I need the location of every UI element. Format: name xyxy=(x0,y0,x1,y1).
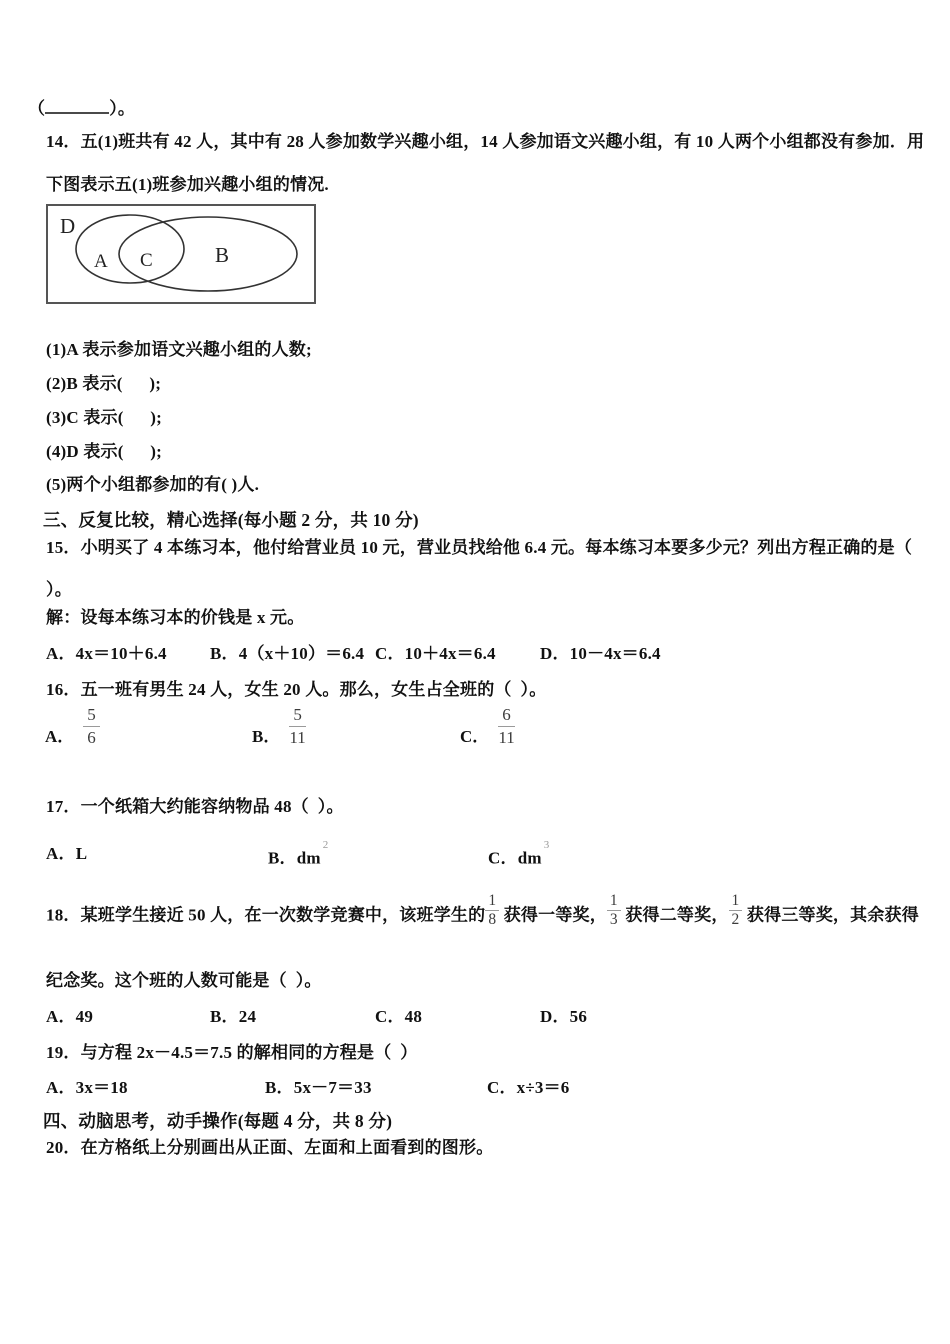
question-16-line1: 16．五一班有男生 24 人，女生 20 人。那么，女生占全班的（ ）。 xyxy=(46,680,547,699)
question-14-part-4: (4)D 表示( ); xyxy=(46,442,163,461)
answer-blank-underline xyxy=(45,97,109,114)
question-18-option-b: B．24 xyxy=(210,1007,257,1026)
question-16-option-c xyxy=(460,706,515,747)
question-17-option-b xyxy=(268,839,329,870)
fraction-numerator: 5 xyxy=(83,706,100,727)
unit-exponent: 2 xyxy=(322,839,329,851)
question-18-option-d: D．56 xyxy=(540,1007,588,1026)
fraction-numerator: 5 xyxy=(289,706,306,727)
fraction-numerator: 1 xyxy=(485,893,499,911)
fraction-denominator: 2 xyxy=(731,911,740,929)
question-14-part-5: (5)两个小组都参加的有( )人. xyxy=(46,475,260,494)
unit-exponent: 3 xyxy=(543,839,550,851)
fraction-numerator: 1 xyxy=(607,893,621,911)
venn-label-outer: D xyxy=(60,214,76,238)
option-label: A． xyxy=(46,844,76,863)
option-label: C． xyxy=(488,848,518,868)
fraction-numerator: 6 xyxy=(498,706,515,727)
fraction-denominator: 6 xyxy=(87,727,96,747)
question-15-option-a: A．4x＝10＋6.4 xyxy=(46,644,167,663)
question-18-option-c: C．48 xyxy=(375,1007,423,1026)
fraction-denominator: 8 xyxy=(488,911,497,929)
question-17-option-c xyxy=(488,839,550,870)
question-14-line1: 14．五(1)班共有 42 人，其中有 28 人参加数学兴趣小组，14 人参加语文兴趣小组，有 10 人两个小组都没有参加．用 xyxy=(46,132,925,151)
blank-open-paren: （ xyxy=(28,99,46,118)
section-4-heading: 四、动脑思考，动手操作(每题 4 分，共 8 分) xyxy=(43,1111,393,1131)
question-14-part-3: (3)C 表示( ); xyxy=(46,408,163,427)
question-19-option-b: B．5x－7＝33 xyxy=(265,1078,372,1097)
venn-outer-rect xyxy=(47,205,315,303)
question-14-part-2: (2)B 表示( ); xyxy=(46,374,162,393)
venn-label-left: A xyxy=(94,251,108,272)
answer-blank-line xyxy=(28,97,135,120)
fraction xyxy=(607,893,621,929)
fraction xyxy=(289,706,306,747)
question-19-option-a: A．3x＝18 xyxy=(46,1078,128,1097)
option-label: A． xyxy=(45,726,75,746)
text-segment: 获得一等奖， xyxy=(499,905,607,925)
question-15-option-b: B．4（x＋10）＝6.4 xyxy=(210,644,365,663)
question-14-line2: 下图表示五(1)班参加兴趣小组的情况. xyxy=(46,175,329,194)
question-15-solution: 解：设每本练习本的价钱是 x 元。 xyxy=(46,608,305,627)
question-19-option-c: C．x÷3＝6 xyxy=(487,1078,570,1097)
section-3-heading: 三、反复比较，精心选择(每小题 2 分，共 10 分) xyxy=(43,510,419,530)
option-label: C． xyxy=(460,726,490,746)
text-segment: 获得三等奖，其余获得 xyxy=(742,905,919,925)
question-16-option-b xyxy=(252,706,306,747)
venn-diagram xyxy=(46,204,316,304)
question-17-option-a xyxy=(46,843,87,865)
text-segment: 18．某班学生接近 50 人，在一次数学竞赛中，该班学生的 xyxy=(46,905,486,925)
blank-close-paren: ）。 xyxy=(109,99,136,118)
option-label: B． xyxy=(252,726,281,746)
question-15-line2: ）。 xyxy=(46,580,72,599)
option-unit: dm xyxy=(296,848,321,868)
question-18-line1 xyxy=(46,893,919,929)
question-15-option-d: D．10－4x＝6.4 xyxy=(540,644,661,663)
fraction xyxy=(485,893,499,929)
option-unit: dm xyxy=(517,848,542,868)
fraction-denominator: 3 xyxy=(609,911,618,929)
venn-label-overlap: C xyxy=(140,250,153,271)
option-label: B． xyxy=(268,848,297,868)
question-18-option-a: A．49 xyxy=(46,1007,94,1026)
question-14-part-1: (1)A 表示参加语文兴趣小组的人数; xyxy=(46,340,312,359)
fraction-numerator: 1 xyxy=(729,893,743,911)
fraction xyxy=(83,706,100,747)
fraction-denominator: 11 xyxy=(498,727,515,747)
question-15-line1: 15．小明买了 4 本练习本，他付给营业员 10 元，营业员找给他 6.4 元。每本练习本要多少元？列出方程正确的是（ xyxy=(46,538,913,557)
fraction xyxy=(498,706,515,747)
text-segment: 获得二等奖， xyxy=(620,905,729,925)
question-16-option-a xyxy=(45,706,100,747)
question-15-option-c: C．10＋4x＝6.4 xyxy=(375,644,496,663)
option-unit: L xyxy=(75,844,88,863)
question-17-line1: 17．一个纸箱大约能容纳物品 48（ ）。 xyxy=(46,797,344,816)
question-18-line2: 纪念奖。这个班的人数可能是（ ）。 xyxy=(46,971,322,990)
fraction-denominator: 11 xyxy=(289,727,306,747)
venn-label-right: B xyxy=(215,243,230,267)
fraction xyxy=(729,893,743,929)
question-19-line1: 19．与方程 2x－4.5＝7.5 的解相同的方程是（ ） xyxy=(46,1043,418,1062)
question-20-line1: 20．在方格纸上分别画出从正面、左面和上面看到的图形。 xyxy=(46,1138,494,1157)
